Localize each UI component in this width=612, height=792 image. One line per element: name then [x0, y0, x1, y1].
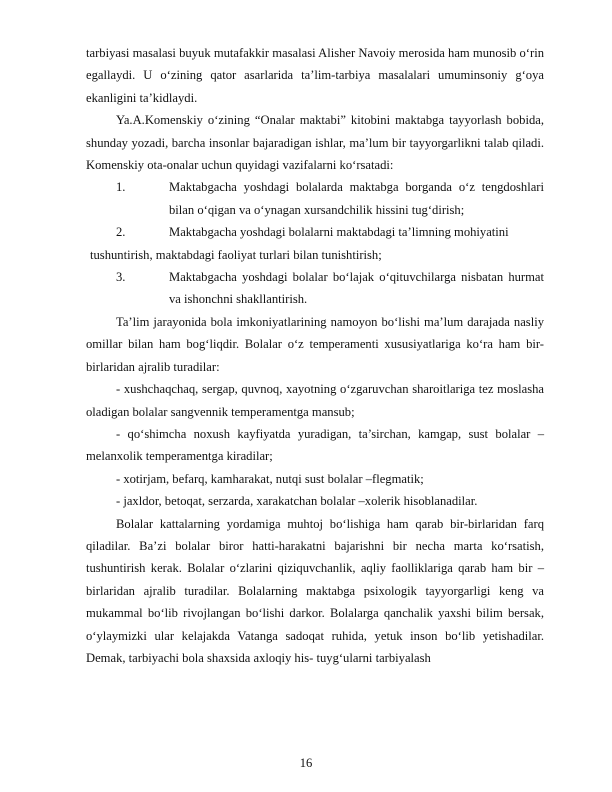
list-item-3 — [86, 266, 544, 311]
paragraph-navoiy: tarbiyasi masalasi buyuk mutafakkir masalasi Alisher Navoiy merosida ham munosib oʻrin egallaydi. U oʻzining qator asarlarida ta’lim-tarbiya masalalari umuminsoniy gʻoya ekanligini ta’kidlaydi. — [86, 46, 544, 105]
list-item-2 — [86, 221, 544, 243]
list-item-1 — [86, 176, 544, 221]
list-item-2-continuation: tushuntirish, maktabdagi faoliyat turlari bilan tunishtirish; — [90, 247, 382, 262]
dash-item-xolerik: - jaxldor, betoqat, serzarda, xarakatchan bolalar –xolerik hisoblanadilar. — [116, 494, 478, 509]
document-body — [86, 42, 544, 669]
list-text: Maktabgacha yoshdagi bolalarni maktabdagi ta’limning mohiyatini — [169, 225, 509, 240]
list-number: 2. — [116, 225, 126, 240]
dash-item-sangvinik: - xushchaqchaq, sergap, quvnoq, xayotning oʻzgaruvchan sharoitlariga tez moslasha oladigan bolalar sangvennik temperamentga mansub; — [86, 382, 544, 419]
paragraph-bolalar-farqi: Bolalar kattalarning yordamiga muhtoj boʻlishiga ham qarab bir-birlaridan farq qiladilar. Ba’zi bolalar biror hatti-harakatni bajarishni bir necha marta koʻrsatish, tushuntirish kerak. Bolalar oʻzlarini qiziquvchanlik, aqliy faolliklariga qarab ham bir –birlaridan ajralib turadilar. Bolalarning maktabga psixologik tayyorgarligi keng va mukammal boʻlib rivojlangan boʻlishi darkor. Bolalarga qanchalik yaxshi bilim bersak, oʻylaymizki ular kelajakda Vatanga sadoqat ruhida, yetuk inson boʻlib yetishadilar. Demak, tarbiyachi bola shaxsida axloqiy his- tuygʻularni tarbiyalash — [86, 516, 544, 665]
paragraph-temperament: Ta’lim jarayonida bola imkoniyatlarining namoyon boʻlishi ma’lum darajada nasliy omillar bilan ham bogʻliqdir. Bolalar oʻz temperamenti xususiyatlariga koʻra ham bir-birlaridan ajralib turadilar: — [86, 314, 544, 374]
list-number: 1. — [116, 180, 126, 195]
list-text: Maktabgacha yoshdagi bolalar boʻlajak oʻqituvchilarga nisbatan hurmat va ishonchni shakllantirish. — [169, 270, 544, 307]
list-number: 3. — [116, 270, 126, 285]
dash-item-melanxolik: - qoʻshimcha noxush kayfiyatda yuradigan, ta’sirchan, kamgap, sust bolalar – melanxolik temperamentga kiradilar; — [86, 426, 544, 464]
list-text: Maktabgacha yoshdagi bolalarda maktabga borganda oʻz tengdoshlari bilan oʻqigan va oʻynagan xursandchilik hissini tugʻdirish; — [169, 180, 544, 217]
paragraph-komenskiy: Ya.A.Komenskiy oʻzining “Onalar maktabi” kitobini maktabga tayyorlash bobida, shunday yozadi, barcha insonlar bajaradigan ishlar, ma’lum bir tayyorgarlikni talab qiladi. Komenskiy ota-onalar uchun quyidagi vazifalarni koʻrsatadi: — [86, 113, 544, 173]
page-number: 16 — [299, 756, 313, 770]
dash-item-flegmatik: - xotirjam, befarq, kamharakat, nutqi sust bolalar –flegmatik; — [116, 471, 424, 486]
